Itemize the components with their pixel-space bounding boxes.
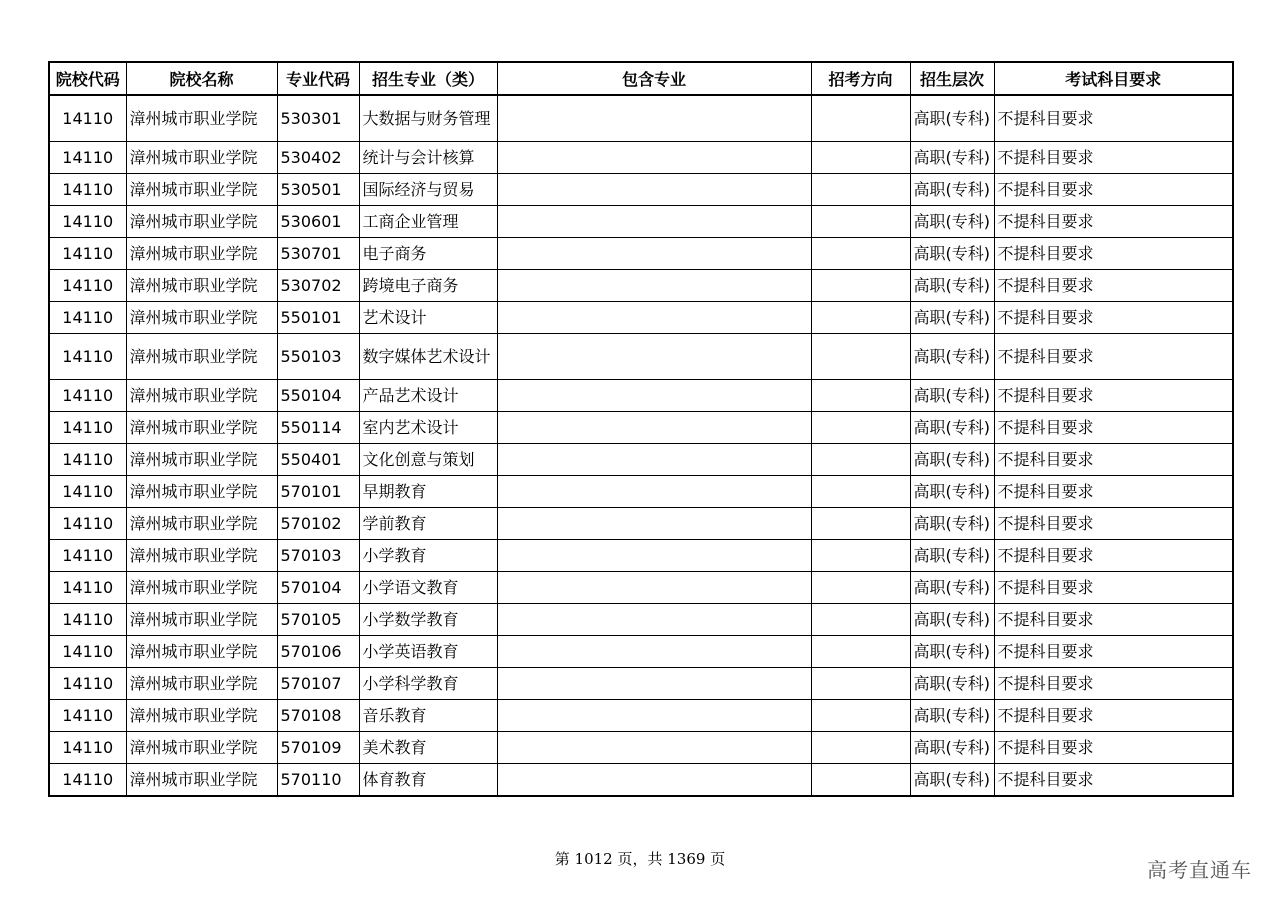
table-row [49,764,1233,797]
cell-school-code: 14110 [49,206,126,238]
cell-school-code: 14110 [49,302,126,334]
cell-major-code: 530301 [277,95,359,142]
cell-major: 小学语文教育 [359,572,497,604]
page-number: 第 1012 页，共 1369 页 [554,850,726,868]
cell-major: 早期教育 [359,476,497,508]
cell-requirement: 不提科目要求 [994,604,1233,636]
table-row [49,270,1233,302]
cell-requirement: 不提科目要求 [994,142,1233,174]
cell-included-majors [497,668,811,700]
cell-requirement: 不提科目要求 [994,270,1233,302]
cell-requirement: 不提科目要求 [994,668,1233,700]
cell-requirement: 不提科目要求 [994,508,1233,540]
cell-requirement: 不提科目要求 [994,380,1233,412]
cell-school-code: 14110 [49,174,126,206]
cell-included-majors [497,604,811,636]
cell-requirement: 不提科目要求 [994,732,1233,764]
cell-school-name: 漳州城市职业学院 [126,700,277,732]
cell-level: 高职(专科) [910,700,994,732]
table-row [49,476,1233,508]
cell-school-code: 14110 [49,604,126,636]
cell-major-code: 570110 [277,764,359,797]
cell-level: 高职(专科) [910,764,994,797]
cell-school-name: 漳州城市职业学院 [126,764,277,797]
cell-major: 文化创意与策划 [359,444,497,476]
cell-school-name: 漳州城市职业学院 [126,604,277,636]
cell-major-code: 550101 [277,302,359,334]
cell-level: 高职(专科) [910,572,994,604]
cell-direction [811,668,910,700]
cell-included-majors [497,302,811,334]
cell-included-majors [497,206,811,238]
cell-included-majors [497,380,811,412]
cell-major: 跨境电子商务 [359,270,497,302]
header-included-majors: 包含专业 [497,62,811,95]
cell-school-name: 漳州城市职业学院 [126,334,277,380]
cell-school-name: 漳州城市职业学院 [126,732,277,764]
cell-requirement: 不提科目要求 [994,412,1233,444]
cell-level: 高职(专科) [910,270,994,302]
cell-included-majors [497,636,811,668]
header-major: 招生专业（类） [359,62,497,95]
header-school-name: 院校名称 [126,62,277,95]
cell-included-majors [497,142,811,174]
cell-included-majors [497,238,811,270]
cell-included-majors [497,764,811,797]
cell-requirement: 不提科目要求 [994,174,1233,206]
cell-requirement: 不提科目要求 [994,636,1233,668]
header-direction: 招考方向 [811,62,910,95]
cell-level: 高职(专科) [910,476,994,508]
cell-direction [811,604,910,636]
cell-school-name: 漳州城市职业学院 [126,636,277,668]
cell-requirement: 不提科目要求 [994,444,1233,476]
header-level: 招生层次 [910,62,994,95]
cell-level: 高职(专科) [910,508,994,540]
cell-major-code: 570106 [277,636,359,668]
cell-level: 高职(专科) [910,174,994,206]
cell-school-code: 14110 [49,142,126,174]
cell-school-code: 14110 [49,444,126,476]
table-row [49,732,1233,764]
cell-major: 室内艺术设计 [359,412,497,444]
cell-major-code: 550114 [277,412,359,444]
cell-direction [811,476,910,508]
table-row [49,206,1233,238]
cell-included-majors [497,476,811,508]
cell-included-majors [497,508,811,540]
table-row [49,334,1233,380]
cell-major: 统计与会计核算 [359,142,497,174]
cell-requirement: 不提科目要求 [994,206,1233,238]
cell-level: 高职(专科) [910,206,994,238]
cell-major-code: 530701 [277,238,359,270]
table-row [49,174,1233,206]
table-body [49,95,1233,796]
cell-school-code: 14110 [49,238,126,270]
cell-level: 高职(专科) [910,732,994,764]
table-row [49,668,1233,700]
cell-level: 高职(专科) [910,302,994,334]
cell-level: 高职(专科) [910,636,994,668]
cell-requirement: 不提科目要求 [994,95,1233,142]
cell-school-name: 漳州城市职业学院 [126,302,277,334]
cell-level: 高职(专科) [910,95,994,142]
cell-major: 体育教育 [359,764,497,797]
cell-direction [811,732,910,764]
table-row [49,95,1233,142]
table-header-row [49,62,1233,95]
cell-included-majors [497,334,811,380]
cell-major: 大数据与财务管理 [359,95,497,142]
header-school-code: 院校代码 [49,62,126,95]
table-row [49,380,1233,412]
cell-school-name: 漳州城市职业学院 [126,174,277,206]
cell-included-majors [497,572,811,604]
cell-major-code: 570103 [277,540,359,572]
table-row [49,508,1233,540]
cell-school-code: 14110 [49,636,126,668]
cell-major: 小学英语教育 [359,636,497,668]
table-row [49,444,1233,476]
cell-level: 高职(专科) [910,604,994,636]
cell-school-name: 漳州城市职业学院 [126,142,277,174]
cell-major-code: 530601 [277,206,359,238]
cell-major-code: 550103 [277,334,359,380]
cell-school-name: 漳州城市职业学院 [126,508,277,540]
cell-school-code: 14110 [49,764,126,797]
cell-school-code: 14110 [49,508,126,540]
cell-requirement: 不提科目要求 [994,476,1233,508]
table-row [49,604,1233,636]
cell-school-name: 漳州城市职业学院 [126,270,277,302]
cell-requirement: 不提科目要求 [994,540,1233,572]
cell-requirement: 不提科目要求 [994,334,1233,380]
cell-direction [811,700,910,732]
cell-major-code: 570101 [277,476,359,508]
cell-major-code: 570102 [277,508,359,540]
cell-major-code: 530501 [277,174,359,206]
admissions-table [48,61,1234,797]
cell-school-code: 14110 [49,380,126,412]
cell-major: 工商企业管理 [359,206,497,238]
cell-direction [811,270,910,302]
cell-direction [811,636,910,668]
cell-school-code: 14110 [49,412,126,444]
watermark: 高考直通车 [1147,858,1252,882]
cell-major: 电子商务 [359,238,497,270]
cell-included-majors [497,174,811,206]
cell-school-code: 14110 [49,476,126,508]
cell-included-majors [497,732,811,764]
header-major-code: 专业代码 [277,62,359,95]
cell-major: 艺术设计 [359,302,497,334]
cell-included-majors [497,95,811,142]
cell-school-code: 14110 [49,95,126,142]
table-row [49,572,1233,604]
cell-included-majors [497,540,811,572]
cell-requirement: 不提科目要求 [994,238,1233,270]
table-row [49,238,1233,270]
cell-major-code: 570109 [277,732,359,764]
cell-included-majors [497,444,811,476]
cell-major-code: 570105 [277,604,359,636]
cell-level: 高职(专科) [910,334,994,380]
cell-level: 高职(专科) [910,668,994,700]
cell-major: 国际经济与贸易 [359,174,497,206]
cell-direction [811,95,910,142]
table-row [49,412,1233,444]
cell-direction [811,572,910,604]
cell-direction [811,174,910,206]
cell-direction [811,540,910,572]
header-requirement: 考试科目要求 [994,62,1233,95]
cell-school-name: 漳州城市职业学院 [126,380,277,412]
cell-major: 音乐教育 [359,700,497,732]
cell-direction [811,238,910,270]
cell-level: 高职(专科) [910,142,994,174]
cell-requirement: 不提科目要求 [994,572,1233,604]
table-row [49,540,1233,572]
cell-school-name: 漳州城市职业学院 [126,412,277,444]
cell-school-code: 14110 [49,700,126,732]
cell-direction [811,302,910,334]
cell-school-code: 14110 [49,540,126,572]
cell-school-code: 14110 [49,668,126,700]
cell-major: 学前教育 [359,508,497,540]
cell-school-name: 漳州城市职业学院 [126,572,277,604]
cell-included-majors [497,700,811,732]
cell-major: 小学数学教育 [359,604,497,636]
cell-major-code: 530702 [277,270,359,302]
cell-major-code: 570104 [277,572,359,604]
cell-major-code: 550104 [277,380,359,412]
cell-direction [811,206,910,238]
cell-direction [811,508,910,540]
table-row [49,142,1233,174]
cell-school-code: 14110 [49,270,126,302]
cell-requirement: 不提科目要求 [994,764,1233,797]
cell-included-majors [497,412,811,444]
cell-requirement: 不提科目要求 [994,302,1233,334]
cell-major-code: 570107 [277,668,359,700]
cell-major: 数字媒体艺术设计 [359,334,497,380]
cell-level: 高职(专科) [910,540,994,572]
cell-direction [811,380,910,412]
cell-level: 高职(专科) [910,238,994,270]
cell-direction [811,142,910,174]
cell-major-code: 550401 [277,444,359,476]
cell-school-code: 14110 [49,334,126,380]
cell-major-code: 570108 [277,700,359,732]
cell-major: 小学科学教育 [359,668,497,700]
cell-school-name: 漳州城市职业学院 [126,540,277,572]
cell-school-code: 14110 [49,732,126,764]
cell-school-name: 漳州城市职业学院 [126,476,277,508]
cell-school-name: 漳州城市职业学院 [126,444,277,476]
cell-major: 美术教育 [359,732,497,764]
cell-school-code: 14110 [49,572,126,604]
cell-level: 高职(专科) [910,380,994,412]
cell-direction [811,412,910,444]
cell-school-name: 漳州城市职业学院 [126,668,277,700]
cell-requirement: 不提科目要求 [994,700,1233,732]
cell-direction [811,764,910,797]
cell-included-majors [497,270,811,302]
cell-level: 高职(专科) [910,412,994,444]
cell-school-name: 漳州城市职业学院 [126,238,277,270]
cell-major: 产品艺术设计 [359,380,497,412]
cell-major: 小学教育 [359,540,497,572]
table-row [49,636,1233,668]
table-row [49,700,1233,732]
cell-school-name: 漳州城市职业学院 [126,95,277,142]
cell-major-code: 530402 [277,142,359,174]
table-row [49,302,1233,334]
cell-school-name: 漳州城市职业学院 [126,206,277,238]
cell-direction [811,444,910,476]
cell-level: 高职(专科) [910,444,994,476]
cell-direction [811,334,910,380]
